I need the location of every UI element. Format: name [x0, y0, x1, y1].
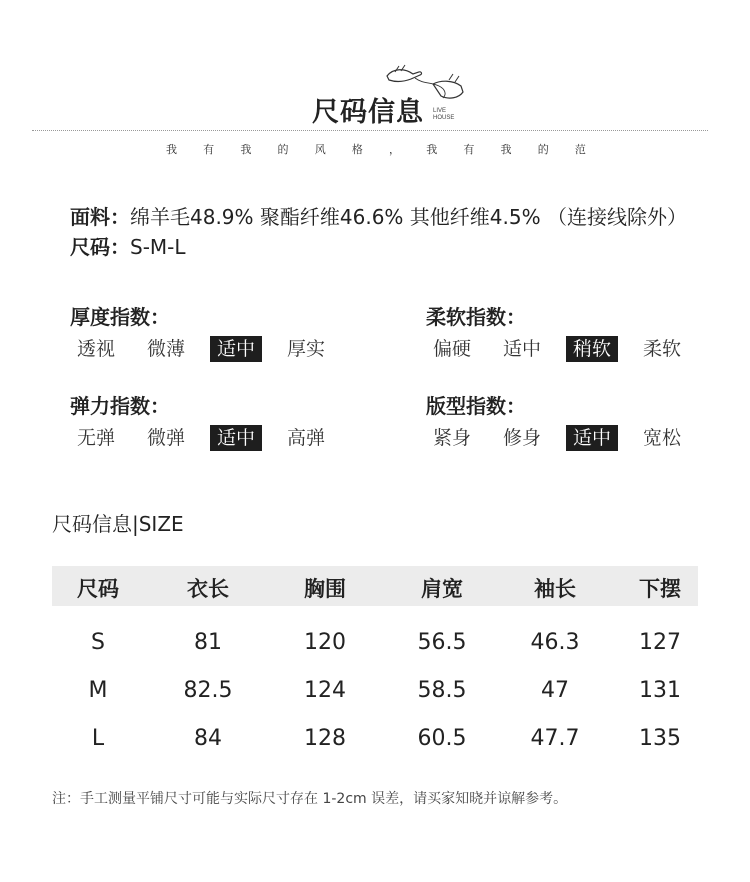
table-cell: 84 [194, 726, 222, 751]
table-cell: 120 [304, 630, 346, 655]
header-cell: 袖长 [534, 577, 576, 601]
table-cell: 46.3 [530, 630, 580, 655]
fit-option: 修身 [503, 427, 542, 449]
table-row [52, 726, 698, 756]
table-cell: M [88, 678, 108, 703]
table-row [52, 630, 698, 660]
size-table-title: 尺码信息|SIZE [52, 512, 184, 536]
elasticity-option: 无弹 [77, 427, 116, 449]
header-divider [32, 130, 708, 131]
table-cell: 127 [639, 630, 681, 655]
header-cell: 衣长 [187, 577, 229, 601]
table-cell: 135 [639, 726, 681, 751]
header-cell: 肩宽 [421, 577, 463, 601]
softness-title: 柔软指数： [426, 305, 526, 329]
fit-option: 紧身 [433, 427, 472, 449]
table-cell: 82.5 [183, 678, 233, 703]
material-info [70, 201, 687, 230]
slogan: 我 有 我 的 风 格 ， 我 有 我 的 范 [166, 143, 586, 156]
thickness-title: 厚度指数： [70, 305, 170, 329]
material-label: 面料： [70, 205, 130, 229]
size-table-header [52, 566, 698, 606]
fit-option: 宽松 [643, 427, 682, 449]
header-cell: 胸围 [304, 577, 346, 601]
thickness-option: 厚实 [287, 338, 326, 360]
elasticity-option: 微弹 [147, 427, 186, 449]
table-cell: 81 [194, 630, 222, 655]
softness-index [426, 301, 706, 362]
table-row [52, 678, 698, 708]
softness-option: 柔软 [643, 338, 682, 360]
sizes-info [70, 231, 186, 260]
thickness-option: 透视 [77, 338, 116, 360]
logo-wordmark: LIVE HOUSE [433, 108, 455, 121]
thickness-option: 微薄 [147, 338, 186, 360]
table-cell: 58.5 [417, 678, 467, 703]
thickness-index [70, 301, 350, 362]
fit-title: 版型指数： [426, 394, 526, 418]
table-cell: 47.7 [530, 726, 580, 751]
table-cell: 131 [639, 678, 681, 703]
elasticity-option: 高弹 [287, 427, 326, 449]
softness-option-selected: 稍软 [566, 336, 636, 362]
hands-logo-icon [383, 62, 467, 122]
header-cell: 尺码 [77, 577, 119, 601]
sizes-label: 尺码： [70, 235, 130, 259]
page-title: 尺码信息 [312, 97, 424, 128]
material-value: 绵羊毛48.9% 聚酯纤维46.6% 其他纤维4.5% （连接线除外） [130, 205, 687, 229]
table-cell: L [91, 726, 105, 751]
table-cell: 128 [304, 726, 346, 751]
fit-option-selected: 适中 [566, 425, 636, 451]
elasticity-option-selected: 适中 [210, 425, 280, 451]
table-cell: 56.5 [417, 630, 467, 655]
sizes-value: S-M-L [130, 235, 186, 259]
elasticity-title: 弹力指数： [70, 394, 170, 418]
table-cell: 60.5 [417, 726, 467, 751]
table-cell: 124 [304, 678, 346, 703]
thickness-option-selected: 适中 [210, 336, 280, 362]
softness-option: 适中 [503, 338, 542, 360]
softness-option: 偏硬 [433, 338, 472, 360]
elasticity-index [70, 390, 350, 451]
measurement-note: 注：手工测量平铺尺寸可能与实际尺寸存在 1-2cm 误差，请买家知晓并谅解参考。 [52, 791, 568, 807]
fit-index [426, 390, 706, 451]
header-cell: 下摆 [639, 577, 681, 601]
table-cell: 47 [541, 678, 569, 703]
table-cell: S [91, 630, 105, 655]
